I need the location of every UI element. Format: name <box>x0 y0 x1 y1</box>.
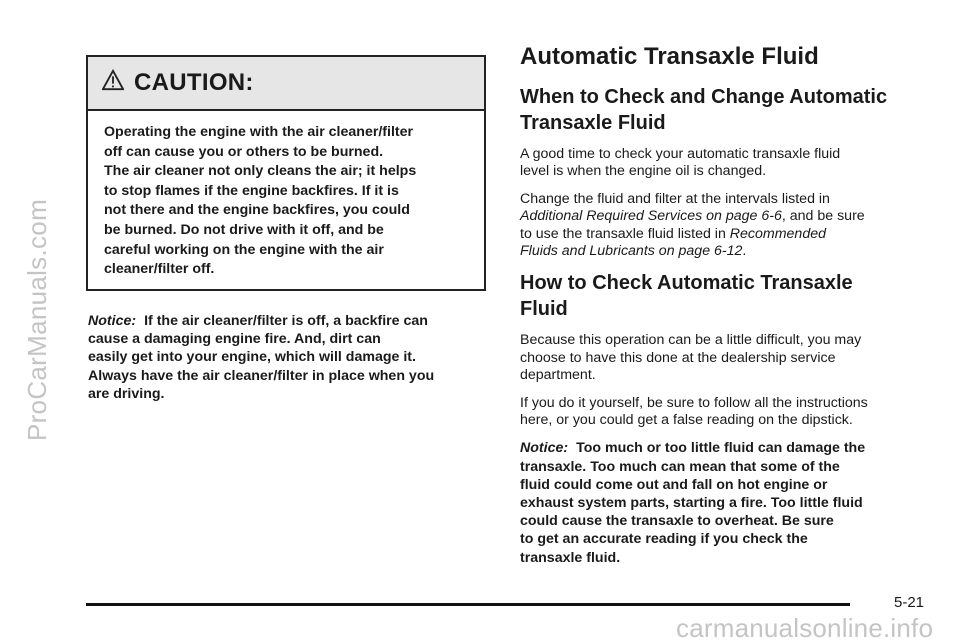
para-line: Change the fluid and filter at the intervals listed in <box>520 190 830 207</box>
subheading-line: When to Check and Change Automatic <box>520 86 888 108</box>
notice-line: fluid could come out and fall on hot engine or <box>520 476 828 493</box>
warning-triangle-icon <box>102 69 124 91</box>
subheading-how-to-check <box>520 270 930 322</box>
notice-line: exhaust system parts, starting a fire. Too little fluid <box>520 495 863 512</box>
link-fluids-lubricants-part2[interactable]: Fluids and Lubricants on page 6-12 <box>520 243 743 260</box>
caution-line: to stop flames if the engine backfires. If it is <box>104 182 399 199</box>
notice-line: to get an accurate reading if you check the <box>520 531 808 548</box>
notice-line: easily get into your engine, which will damage it. <box>88 349 416 366</box>
para-line: choose to have this done at the dealership service <box>520 349 836 366</box>
para-line: Because this operation can be a little difficult, you may <box>520 332 862 349</box>
notice-line: Always have the air cleaner/filter in place when you <box>88 367 435 384</box>
caution-line: not there and the engine backfires, you could <box>104 202 410 219</box>
caution-title: CAUTION: <box>134 69 254 96</box>
notice-line: Too much or too little fluid can damage the <box>576 440 866 457</box>
notice-label: Notice: <box>520 440 569 457</box>
notice-line: transaxle. Too much can mean that some of the <box>520 458 840 475</box>
footer-watermark: carmanualsonline.info <box>676 613 934 643</box>
subheading-line: Transaxle Fluid <box>520 112 666 134</box>
caution-body <box>88 111 484 280</box>
notice-line: transaxle fluid. <box>520 549 621 566</box>
notice-line: cause a damaging engine fire. And, dirt can <box>88 331 381 348</box>
para-text: . <box>742 243 747 260</box>
para-text: to use the transaxle fluid listed in <box>520 225 730 242</box>
right-column <box>520 42 930 567</box>
subheading-line: How to Check Automatic Transaxle <box>520 272 853 295</box>
caution-line: careful working on the engine with the air <box>104 241 384 258</box>
air-cleaner-notice <box>88 312 488 403</box>
side-watermark: ProCarManuals.com <box>22 198 52 442</box>
para-line: department. <box>520 367 596 384</box>
notice-line: are driving. <box>88 385 165 402</box>
caution-line: The air cleaner not only cleans the air; it helps <box>104 163 417 180</box>
subheading-line: Fluid <box>520 298 568 321</box>
link-fluids-lubricants-part1[interactable]: Recommended <box>729 225 826 242</box>
page-number: 5-21 <box>894 594 925 611</box>
caution-box <box>86 55 486 291</box>
notice-line: could cause the transaxle to overheat. Be sure <box>520 513 834 530</box>
fluid-level-notice <box>520 439 930 566</box>
para-line: If you do it yourself, be sure to follow all the instructions <box>520 394 868 411</box>
caution-header <box>88 57 484 111</box>
caution-line: cleaner/filter off. <box>104 261 215 278</box>
section-heading: Automatic Transaxle Fluid <box>520 43 819 70</box>
subheading-when-to-check <box>520 84 930 136</box>
para-line: A good time to check your automatic transaxle fluid <box>520 146 841 162</box>
paragraph-dealership <box>520 332 930 384</box>
para-line: here, or you could get a false reading on the dipstick. <box>520 412 853 429</box>
link-additional-services[interactable]: Additional Required Services on page 6-6 <box>520 208 782 225</box>
para-text: , and be sure <box>781 208 865 225</box>
paragraph-do-it-yourself <box>520 395 930 430</box>
para-line: level is when the engine oil is changed. <box>520 163 767 180</box>
notice-line: If the air cleaner/filter is off, a backfire can <box>144 313 428 329</box>
caution-line: Operating the engine with the air cleaner/filter <box>104 124 414 140</box>
notice-label: Notice: <box>88 313 137 329</box>
caution-line: be burned. Do not drive with it off, and be <box>104 221 384 238</box>
paragraph-check-timing <box>520 146 930 181</box>
paragraph-change-interval <box>520 191 930 261</box>
footer-rule <box>86 603 850 606</box>
caution-line: off can cause you or others to be burned. <box>104 143 384 160</box>
